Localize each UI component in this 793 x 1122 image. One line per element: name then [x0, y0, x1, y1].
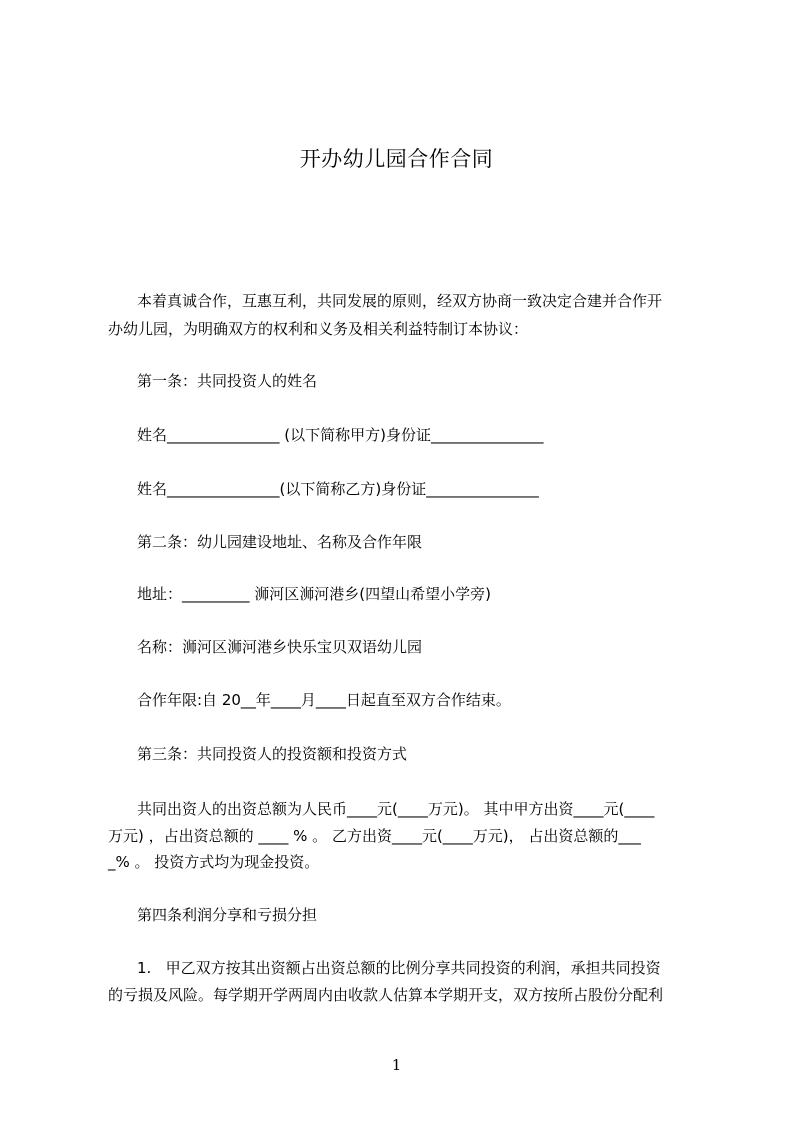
party-b-line: 姓名_______________(以下简称乙方)身份证_______________ — [137, 480, 539, 498]
intro-line-1: 本着真诚合作，互惠互利，共同发展的原则，经双方协商一致决定合建并合作开 — [137, 292, 663, 310]
article-1-heading: 第一条：共同投资人的姓名 — [137, 372, 318, 390]
kindergarten-name-line: 名称：浉河区浉河港乡快乐宝贝双语幼儿园 — [137, 638, 423, 656]
document-title: 开办幼儿园合作合同 — [299, 147, 494, 171]
investment-line-3: _% 。 投资方式均为现金投资。 — [108, 853, 320, 871]
investment-line-1: 共同出资人的出资总额为人民币____元(____万元)。 其中甲方出资____元(____ — [137, 800, 655, 818]
profit-item-1-line-1: 1. 甲乙双方按其出资额占出资总额的比例分享共同投资的利润，承担共同投资 — [137, 959, 661, 977]
party-a-line: 姓名_______________ (以下简称甲方)身份证_______________ — [137, 426, 544, 444]
article-4-heading: 第四条利润分享和亏损分担 — [137, 906, 318, 924]
article-3-heading: 第三条：共同投资人的投资额和投资方式 — [137, 745, 408, 763]
investment-line-2: 万元) ，占出资总额的 ____ % 。 乙方出资____元(____万元)， 占出资总额的___ — [108, 827, 641, 845]
address-line: 地址：_________ 浉河区浉河港乡(四望山希望小学旁) — [137, 585, 491, 603]
article-2-heading: 第二条：幼儿园建设地址、名称及合作年限 — [137, 533, 423, 551]
page-number: 1 — [391, 1056, 402, 1074]
intro-line-2: 办幼儿园，为明确双方的权利和义务及相关利益特制订本协议： — [108, 320, 529, 338]
cooperation-term-line: 合作年限:自 20__年____月____日起直至双方合作结束。 — [137, 691, 511, 709]
profit-item-1-line-2: 的亏损及风险。每学期开学两周内由收款人估算本学期开支，双方按所占股份分配利 — [108, 986, 664, 1004]
